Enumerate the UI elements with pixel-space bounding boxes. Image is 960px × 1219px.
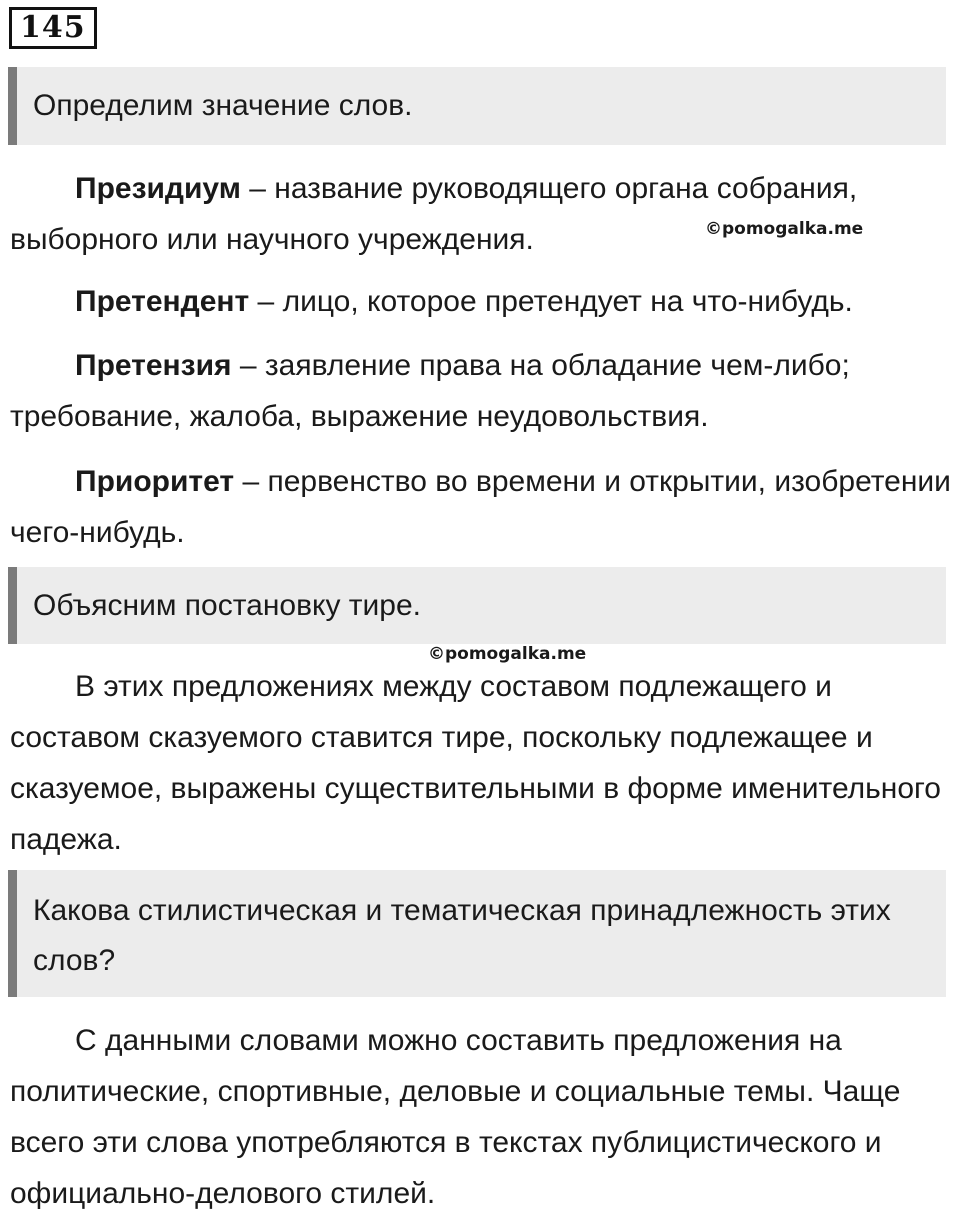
- definition-text: – лицо, которое претендует на что-нибудь.: [249, 285, 853, 318]
- definition-pretenziya: [10, 340, 955, 442]
- watermark: ©pomogalka.me: [428, 644, 587, 664]
- question-box-style: [8, 870, 946, 997]
- answer-dash: В этих предложениях между составом подлежащего и составом сказуемого ставится тире, поскольку подлежащее и сказуемое, выражены существительными в форме именительного падежа.: [10, 670, 941, 856]
- question-text: Объясним постановку тире.: [33, 589, 422, 622]
- definition-text: – заявление права на обладание чем-либо; требование, жалоба, выражение неудовольствия.: [10, 349, 850, 433]
- task-number: 145: [9, 7, 97, 49]
- definition-pretendent: [10, 276, 955, 327]
- definition-term: Президиум: [75, 172, 241, 205]
- definition-text: – первенство во времени и открытии, изобретении чего-нибудь.: [10, 465, 951, 549]
- watermark: ©pomogalka.me: [705, 219, 864, 239]
- question-box-dash: [8, 567, 946, 644]
- answer-style: С данными словами можно составить предложения на политические, спортивные, деловые и социальные темы. Чаще всего эти слова употребляются в текстах публицистического и официально-делового стилей.: [10, 1024, 901, 1210]
- definition-term: Приоритет: [75, 465, 235, 498]
- question-box-meanings: [8, 67, 946, 145]
- definition-text: – название руководящего органа собрания, выборного или научного учреждения.: [10, 172, 858, 256]
- definition-prioritet: [10, 456, 955, 558]
- definition-prezidium: [10, 163, 955, 265]
- definition-term: Претензия: [75, 349, 232, 382]
- question-text: Определим значение слов.: [33, 89, 413, 122]
- question-text: Какова стилистическая и тематическая принадлежность этих слов?: [33, 894, 891, 977]
- definition-term: Претендент: [75, 285, 250, 318]
